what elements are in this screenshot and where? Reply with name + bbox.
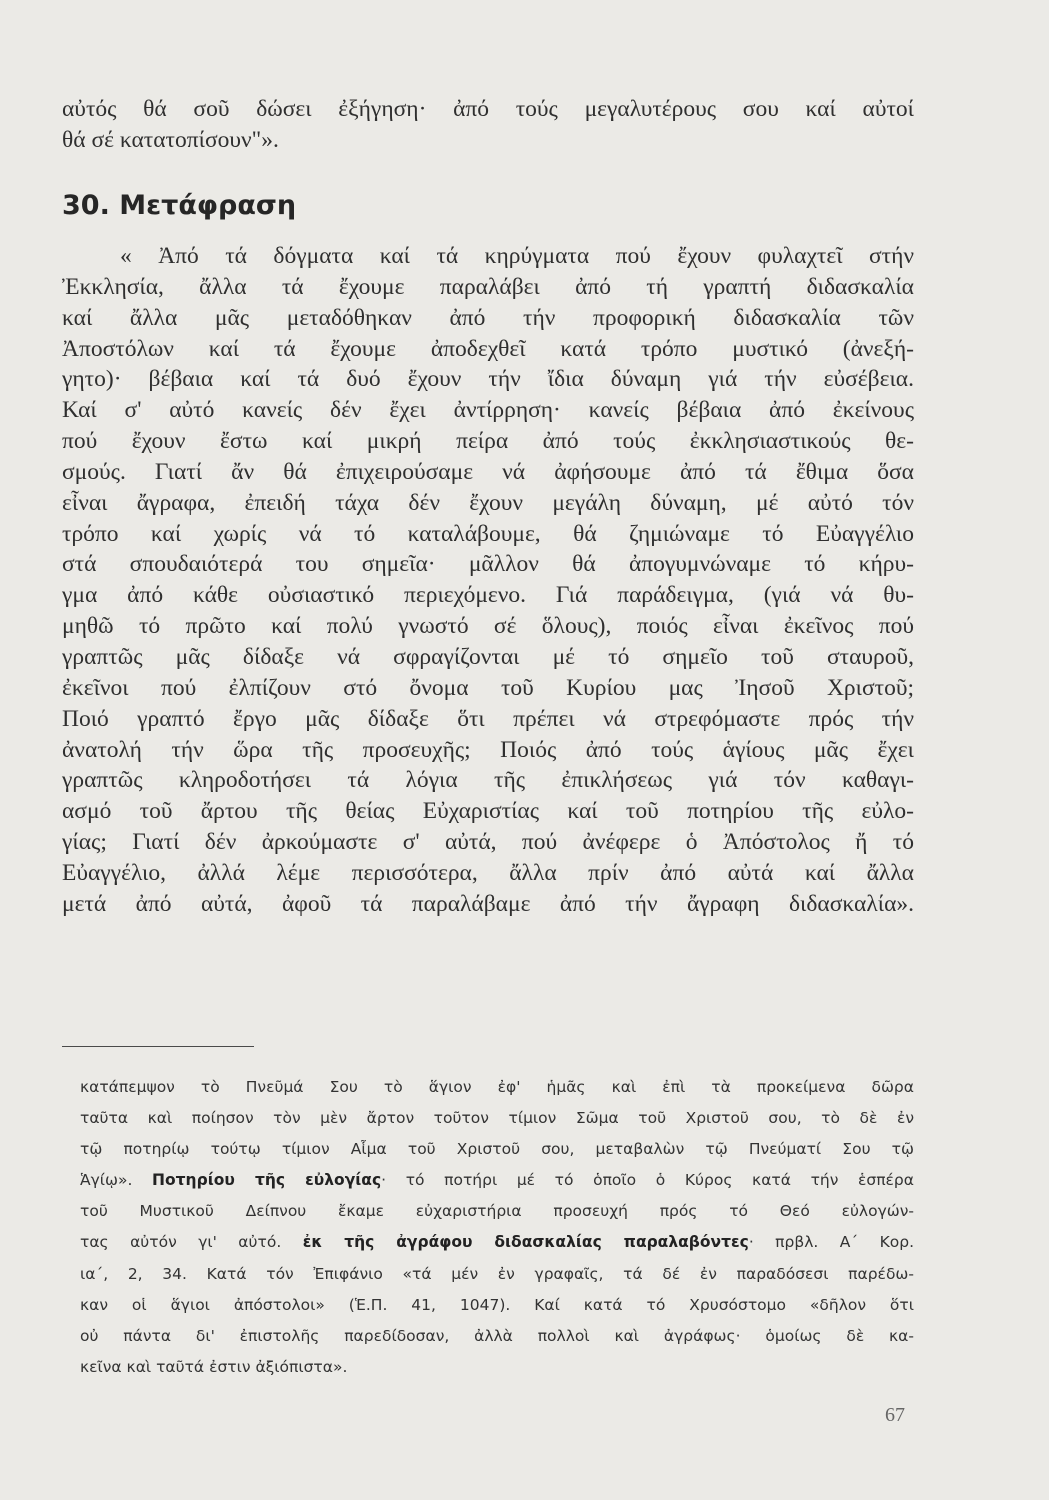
footnote-line: τῷ ποτηρίῳ τούτῳ τίμιον Αἷμα τοῦ Χριστοῦ σου, μεταβαλὼν τῷ Πνεύματί Σου τῷ	[80, 1140, 914, 1159]
text-line: μηθῶ τό πρῶτο καί πολύ γνωστό σέ ὅλους), ποιός εἶναι ἐκεῖνος πού	[62, 613, 914, 640]
text-line: Καί σ' αὐτό κανείς δέν ἔχει ἀντίρρηση· κανείς βέβαια ἀπό ἐκείνους	[62, 397, 914, 424]
text-line: θά σέ κατατοπίσουν"».	[62, 127, 279, 153]
translation-paragraph	[62, 241, 914, 920]
text-line: εἶναι ἄγραφα, ἐπειδή τάχα δέν ἔχουν μεγάλη δύναμη, μέ αὐτό τόν	[62, 489, 914, 516]
footnote-line: ταῦτα καὶ ποίησον τὸν μὲν ἄρτον τοῦτον τίμιον Σῶμα τοῦ Χριστοῦ σου, τὸ δὲ ἐν	[80, 1109, 914, 1128]
footnote-divider	[62, 1046, 254, 1047]
text-line: γραπτῶς κληροδοτήσει τά λόγια τῆς ἐπικλήσεως γιά τόν καθαγι-	[62, 767, 914, 794]
text-line: σμούς. Γιατί ἄν θά ἐπιχειρούσαμε νά ἀφήσουμε ἀπό τά ἔθιμα ὅσα	[62, 458, 914, 485]
footnote	[80, 1072, 914, 1383]
footnote-text: τας αὐτόν γι' αὐτό.	[80, 1233, 303, 1252]
footnote-line	[80, 1165, 914, 1196]
continuation-paragraph	[62, 94, 914, 156]
footnote-text: · πρβλ. Α΄ Κορ.	[748, 1233, 914, 1252]
footnote-line: ια΄, 2, 34. Κατά τόν Ἐπιφάνιο «τά μέν ἐν γραφαῖς, τά δέ ἐν παραδόσεσι παρέδω-	[80, 1264, 914, 1283]
footnote-line: οὐ πάντα δι' ἐπιστολῆς παρεδίδοσαν, ἀλλὰ πολλοὶ καὶ ἀγράφως· ὁμοίως δὲ κα-	[80, 1326, 914, 1345]
text-line: ἀνατολή τήν ὥρα τῆς προσευχῆς; Ποιός ἀπό τούς ἁγίους μᾶς ἔχει	[62, 736, 914, 763]
text-line: Ποιό γραπτό ἔργο μᾶς δίδαξε ὅτι πρέπει νά στρεφόμαστε πρός τήν	[62, 705, 914, 732]
text-line: Ἀποστόλων καί τά ἔχουμε ἀποδεχθεῖ κατά τρόπο μυστικό (ἀνεξή-	[62, 335, 914, 362]
text-line: μετά ἀπό αὐτά, ἀφοῦ τά παραλάβαμε ἀπό τήν ἄγραφη διδασκαλία».	[62, 890, 914, 917]
text-line: Εὐαγγέλιο, ἀλλά λέμε περισσότερα, ἄλλα πρίν ἀπό αὐτά καί ἄλλα	[62, 859, 914, 886]
footnote-line: κατάπεμψον τὸ Πνεῦμά Σου τὸ ἅγιον ἐφ' ἡμᾶς καὶ ἐπὶ τὰ προκείμενα δῶρα	[80, 1078, 914, 1096]
text-line: Ἐκκλησία, ἄλλα τά ἔχουμε παραλάβει ἀπό τή γραπτή διδασκαλία	[62, 273, 914, 300]
footnote-lemma: Ποτηρίου τῆς εὐλογίας	[152, 1171, 382, 1190]
text-line: γραπτῶς μᾶς δίδαξε νά σφραγίζονται μέ τό σημεῖο τοῦ σταυροῦ,	[62, 643, 914, 670]
footnote-line: καν οἱ ἅγιοι ἀπόστολοι» (Ἑ.Π. 41, 1047). Καί κατά τό Χρυσόστομο «δῆλον ὅτι	[80, 1295, 914, 1314]
footnote-text: Ἁγίῳ».	[80, 1171, 153, 1190]
text-line: στά σπουδαιότερά του σημεῖα· μᾶλλον θά ἀπογυμνώναμε τό κήρυ-	[62, 551, 914, 578]
text-line: ἐκεῖνοι πού ἐλπίζουν στό ὄνομα τοῦ Κυρίου μας Ἰησοῦ Χριστοῦ;	[62, 674, 914, 701]
text-line: γμα ἀπό κάθε οὐσιαστικό περιεχόμενο. Γιά παράδειγμα, (γιά νά θυ-	[62, 582, 914, 609]
page-number: 67	[885, 1404, 905, 1426]
text-line: τρόπο καί χωρίς νά τό καταλάβουμε, θά ζημιώναμε τό Εὐαγγέλιο	[62, 520, 914, 547]
text-line: αὐτός θά σοῦ δώσει ἐξήγηση· ἀπό τούς μεγαλυτέρους σου καί αὐτοί	[62, 96, 914, 122]
section-heading: 30. Μετάφραση	[62, 190, 297, 221]
text-line: « Ἀπό τά δόγματα καί τά κηρύγματα πού ἔχουν φυλαχτεῖ στήν	[120, 243, 914, 269]
text-line: πού ἔχουν ἔστω καί μικρή πείρα ἀπό τούς ἐκκλησιαστικούς θε-	[62, 428, 914, 455]
footnote-lemma: ἐκ τῆς ἀγράφου διδασκαλίας παραλαβόντες	[302, 1233, 749, 1252]
footnote-line: τοῦ Μυστικοῦ Δείπνου ἔκαμε εὐχαριστήρια προσευχή πρός τό Θεό εὐλογών-	[80, 1202, 914, 1221]
footnote-text: · τό ποτήρι μέ τό ὁποῖο ὁ Κύρος κατά τήν ἑσπέρα	[381, 1171, 914, 1190]
text-line: καί ἄλλα μᾶς μεταδόθηκαν ἀπό τήν προφορική διδασκαλία τῶν	[62, 304, 914, 331]
footnote-line: κεῖνα καὶ ταῦτά ἐστιν ἀξιόπιστα».	[80, 1357, 348, 1376]
footnote-line	[80, 1227, 914, 1258]
text-line: γίας; Γιατί δέν ἀρκούμαστε σ' αὐτά, πού ἀνέφερε ὁ Ἀπόστολος ἤ τό	[62, 829, 914, 856]
text-line: γητο)· βέβαια καί τά δυό ἔχουν τήν ἴδια δύναμη γιά τήν εὐσέβεια.	[62, 366, 914, 393]
text-line: ασμό τοῦ ἄρτου τῆς θείας Εὐχαριστίας καί τοῦ ποτηρίου τῆς εὐλο-	[62, 798, 914, 825]
